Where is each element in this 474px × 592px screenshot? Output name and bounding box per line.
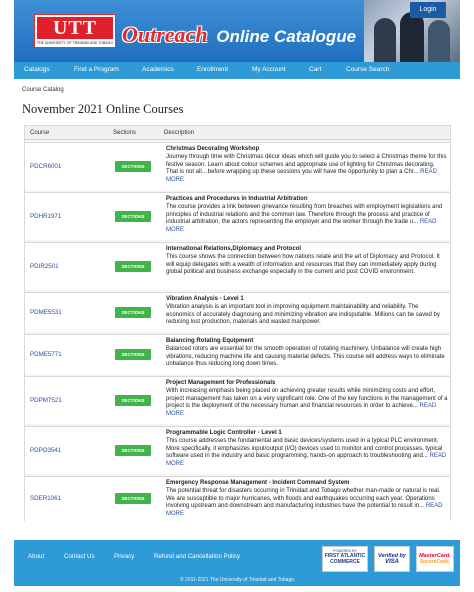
sections-button[interactable]: SECTIONS (115, 261, 151, 272)
badge-mastercard: MasterCard. (419, 553, 451, 559)
sections-button[interactable]: SECTIONS (115, 445, 151, 456)
badge-powered-by: POWERED BY (333, 549, 357, 553)
table-row (25, 476, 450, 521)
logo-subtitle: THE UNIVERSITY OF TRINIDAD AND TOBAGO (36, 41, 114, 45)
nav-item-my-account[interactable]: My Account (252, 66, 286, 73)
first-atlantic-commerce-badge (322, 546, 368, 572)
copyright: © 2011-2021 The University of Trinidad and Tobago (179, 577, 295, 583)
table-header (25, 126, 450, 140)
course-description (166, 146, 448, 185)
footer-link-privacy[interactable]: Privacy (114, 553, 135, 560)
course-description (166, 380, 448, 419)
course-description (166, 430, 448, 469)
badge-verified-by: Verified by (378, 553, 406, 559)
course-code-link[interactable]: PDPM7521 (30, 397, 62, 404)
read-more-link[interactable]: READ MORE (166, 403, 437, 418)
brand-title (122, 22, 356, 48)
course-title: Emergency Response Management - Incident Command System (166, 480, 350, 486)
brand-catalogue: Online Catalogue (216, 27, 357, 46)
course-summary: Vibration analysis is an important tool in improving equipment maintainability and reliability. The economics of accurately diagnosing and minimizing vibration are indisputable. Millions can be saved by reducing lost production, materials and wasted manpower. (166, 303, 440, 326)
person-silhouette (400, 12, 424, 62)
course-description (166, 338, 448, 369)
breadcrumb[interactable]: Course Catalog (22, 87, 64, 93)
badge-securecode: SecureCode. (419, 559, 451, 565)
course-title: International Relations,Diplomacy and Protocol (166, 246, 302, 252)
course-description (166, 296, 448, 327)
course-description (166, 196, 448, 235)
site-footer (14, 540, 460, 586)
sections-button[interactable]: SECTIONS (115, 307, 151, 318)
course-code-link[interactable]: PDIR2501 (30, 263, 59, 270)
table-row (25, 142, 450, 190)
course-title: Balancing Rotating Equipment (166, 338, 254, 344)
nav-item-cart[interactable]: Cart (309, 66, 322, 73)
course-title: Project Management for Professionals (166, 380, 276, 386)
course-summary: Balanced rotors are essential for the smooth operation of rotating machinery. Unbalance will create high vibrations, reducing machine life and causing material defects. This course will address ways to eliminate unbalance thus reducing long down times. (166, 345, 445, 368)
course-code-link[interactable]: PDPO3541 (30, 447, 62, 454)
badge-fac-name: FIRST ATLANTIC COMMERCE (324, 553, 366, 565)
login-button[interactable]: Login (410, 2, 446, 18)
nav-item-enrollment[interactable]: Enrollment (197, 66, 229, 73)
table-row (25, 292, 450, 332)
course-summary: This course addresses the fundamental and basic devices/systems used in a typical PLC environment. More specifically, it emphasizes input/output (I/O) devices used to monitor and control processes, typical software used in the industry and basic programming, hands-on approach to troubleshooting and... (166, 437, 443, 460)
course-description (166, 246, 448, 277)
mastercard-securecode-badge (416, 546, 454, 572)
read-more-link[interactable]: READ MORE (166, 169, 437, 184)
read-more-link[interactable]: READ MORE (166, 453, 447, 468)
nav-item-academics[interactable]: Academics (142, 66, 174, 73)
course-code-link[interactable]: PDHR1971 (30, 213, 62, 220)
table-row (25, 242, 450, 290)
sections-button[interactable]: SECTIONS (115, 395, 151, 406)
course-summary: This course shows the connection between how nations relate and the art of Diplomacy and Protocol. It will equip delegates with a wealth of information and resources that they can immediately apply during global political and business exchange especially in the current and post COVID environment. (166, 253, 440, 276)
table-row (25, 334, 450, 374)
course-code-link[interactable]: PDME5771 (30, 351, 62, 358)
course-code-link[interactable]: PDME5531 (30, 309, 62, 316)
table-row (25, 426, 450, 474)
course-code-link[interactable]: PDCR6001 (30, 163, 62, 170)
column-header-sections: Sections (113, 130, 137, 136)
person-silhouette (428, 20, 450, 62)
sections-button[interactable]: SECTIONS (115, 493, 151, 504)
course-summary: With increasing emphasis being placed on achieving greater results while minimizing costs and effort, project management has taken on a very significant role. One of the key functions in the management of a project is the deployment of the necessary human and financial resources in order to achieve... (166, 387, 448, 410)
column-header-course: Course (30, 130, 50, 136)
read-more-link[interactable]: READ MORE (166, 219, 437, 234)
nav-item-course-search[interactable]: Course Search (346, 66, 390, 73)
read-more-link[interactable]: READ MORE (166, 503, 443, 518)
nav-item-find-a-program[interactable]: Find a Program (74, 66, 119, 73)
course-summary: The potential threat for disasters occurring in Trinidad and Tobago whether man-made or natural is real. We are susceptible to major hurricanes, with floods and earthquakes occurring each year. Operations involving upstream and downstream and manufacturing industries have the potential to result in... (166, 487, 441, 510)
column-header-description: Description (164, 130, 195, 136)
footer-link-about[interactable]: About (28, 553, 45, 560)
person-silhouette (374, 18, 396, 62)
course-title: Practices and Procedures in Industrial Arbitration (166, 196, 308, 202)
table-row (25, 376, 450, 424)
brand-outreach: Outreach (122, 22, 208, 47)
course-code-link[interactable]: SDER1061 (30, 495, 61, 502)
course-title: Christmas Decorating Workshop (166, 146, 260, 152)
main-nav (14, 62, 460, 79)
page-title: November 2021 Online Courses (22, 102, 184, 116)
course-summary: Journey through time with Christmas décor ideas which will guide you to select a Christmas theme for this festive season. Learn about colour schemes and appropriate use of lighting for Christmas decorating. That is not all…before wrapping up these sessions you will have the opportunity to plan a Chr... (166, 153, 447, 176)
sections-button[interactable]: SECTIONS (115, 349, 151, 360)
utt-logo[interactable] (34, 14, 116, 48)
footer-link-contact-us[interactable]: Contact Us (64, 553, 95, 560)
logo-text: UTT (37, 17, 113, 39)
course-summary: The course provides a link between grievance resulting from breaches with employment legislations and principles of industrial relations and the common law. Therefore through the process and practice of industrial arbitration, the actors representing the employer and the worker through the trade u... (166, 203, 443, 226)
course-table (24, 125, 451, 521)
course-title: Programmable Logic Controller - Level 1 (166, 430, 282, 436)
course-description (166, 480, 448, 519)
footer-link-refund-policy[interactable]: Refund and Cancellation Policy (154, 553, 240, 560)
nav-item-catalogs[interactable]: Catalogs (24, 66, 50, 73)
table-row (25, 192, 450, 240)
badge-visa: VISA (384, 559, 399, 565)
verified-by-visa-badge (374, 546, 410, 572)
sections-button[interactable]: SECTIONS (115, 161, 151, 172)
course-title: Vibration Analysis - Level 1 (166, 296, 244, 302)
sections-button[interactable]: SECTIONS (115, 211, 151, 222)
site-header (14, 0, 460, 62)
